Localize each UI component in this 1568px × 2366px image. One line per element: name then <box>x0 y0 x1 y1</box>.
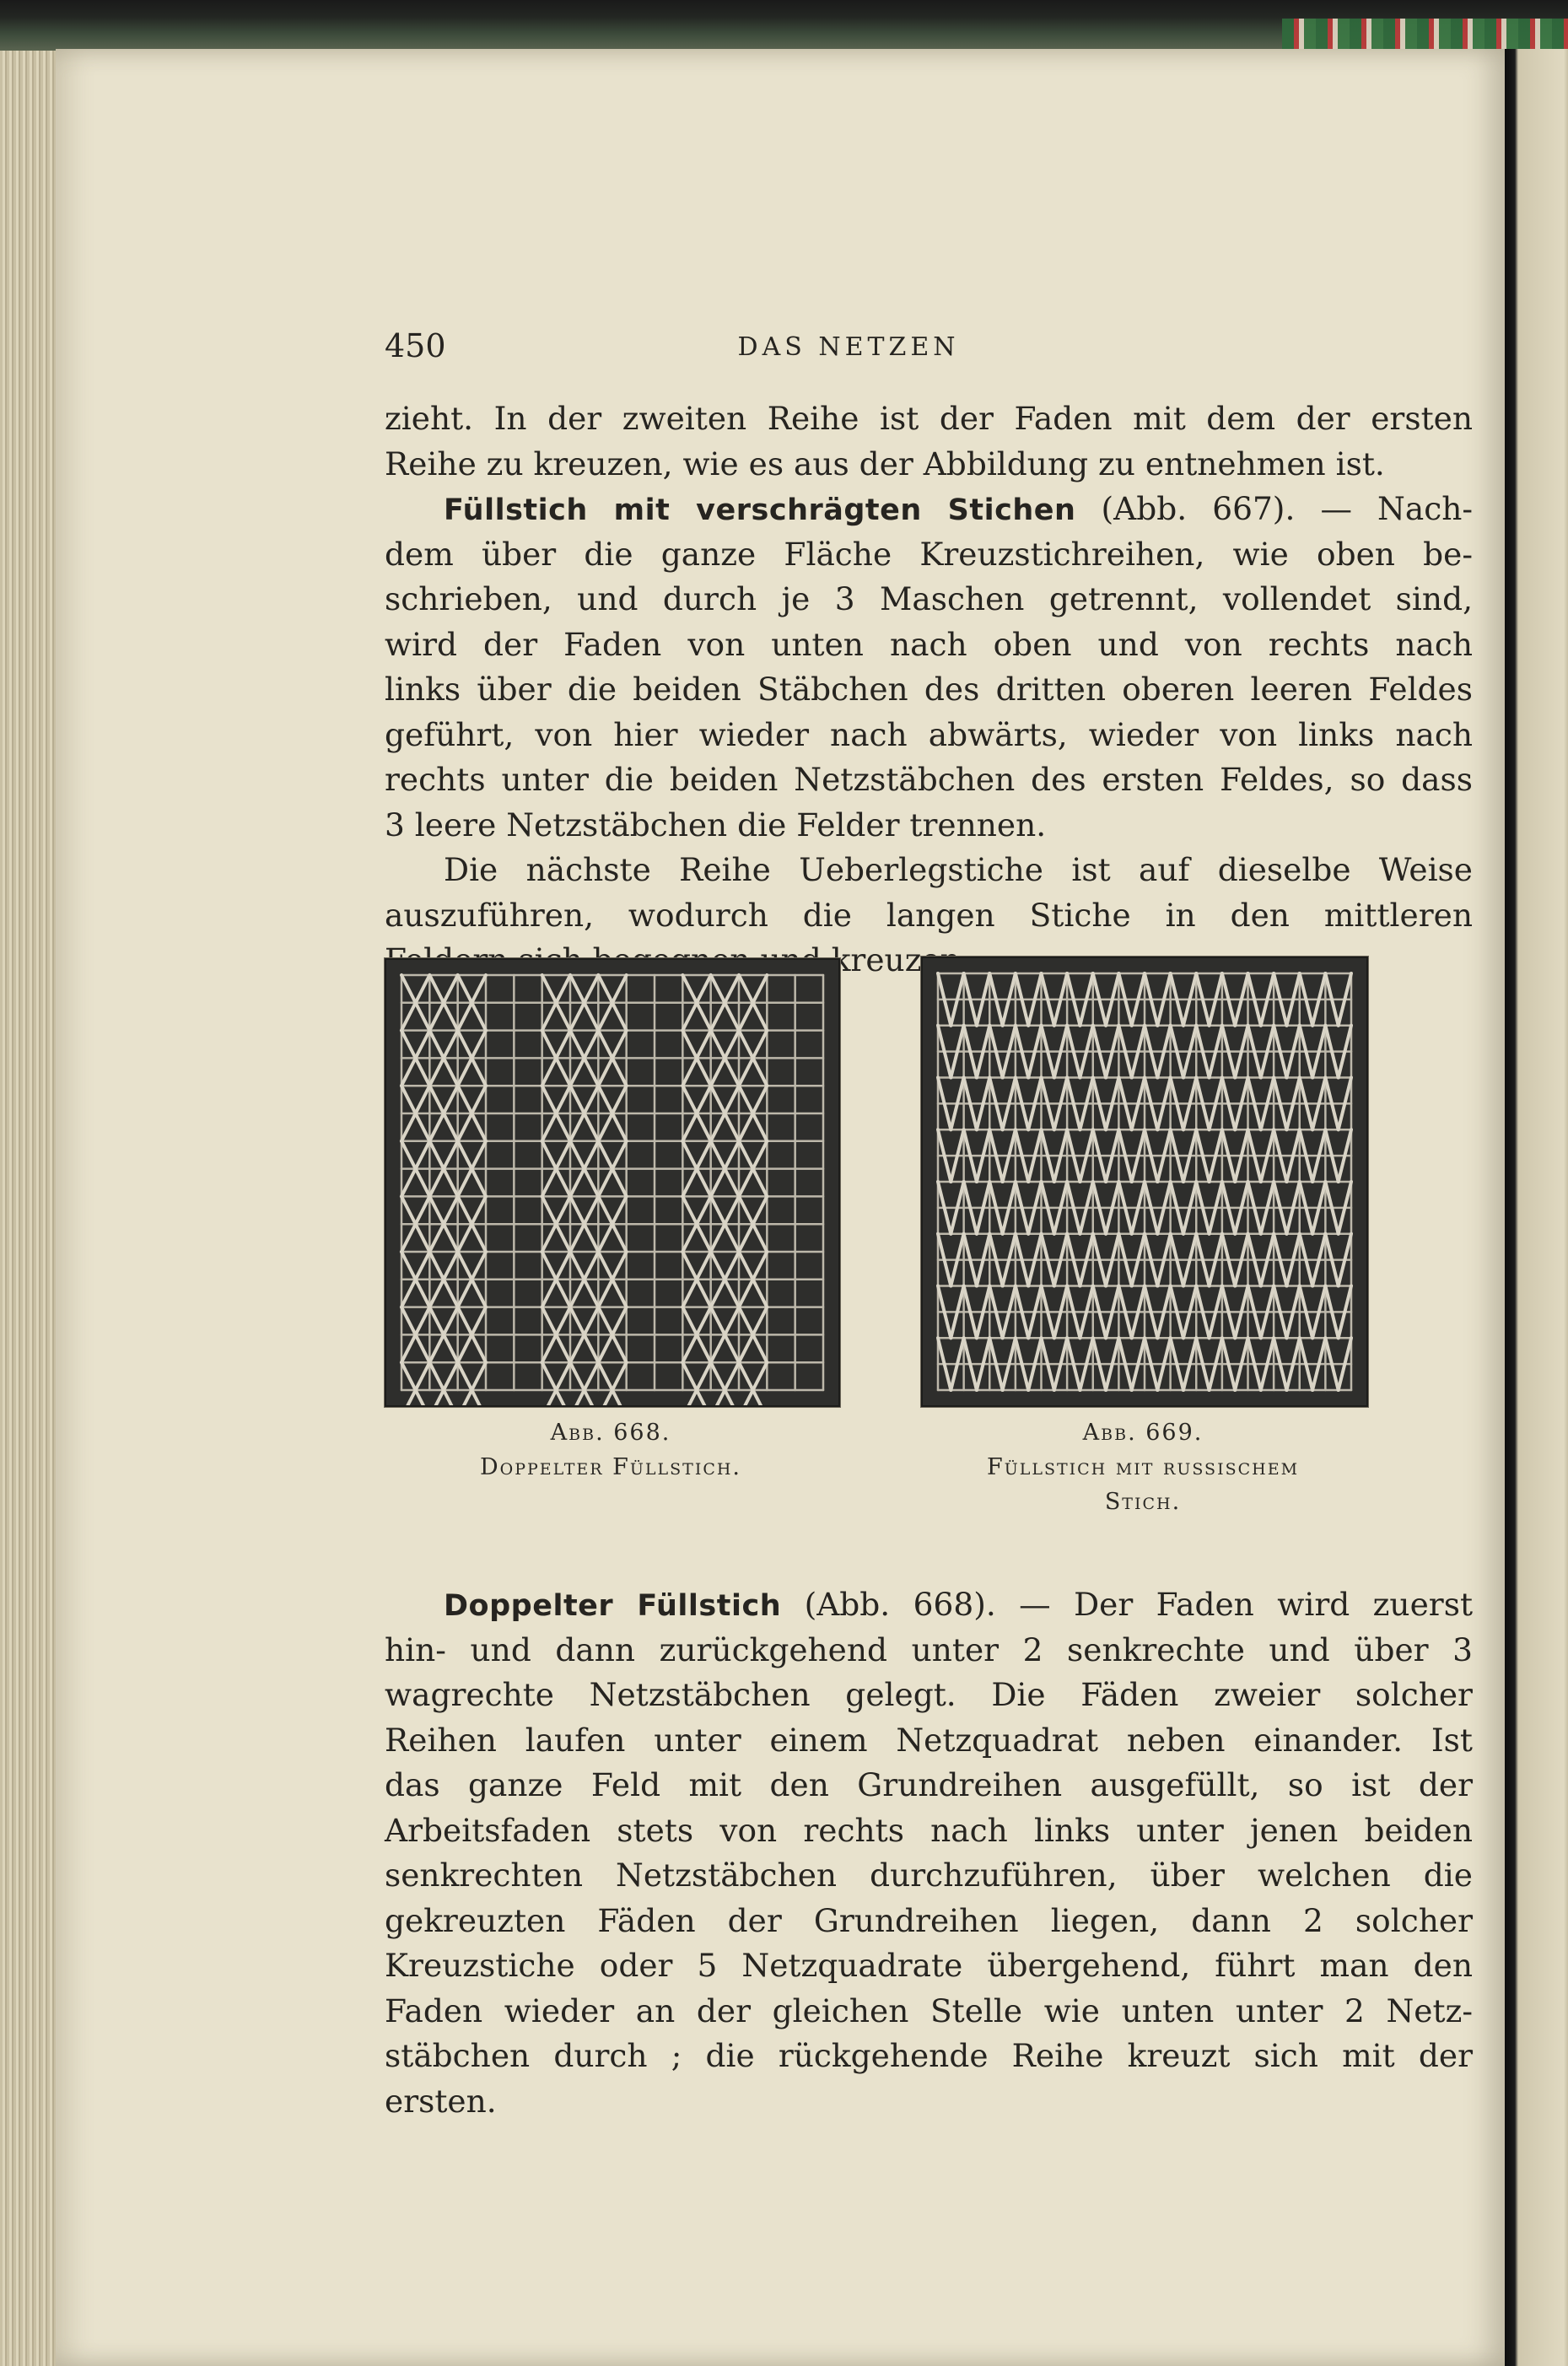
text-line: wird der Faden von unten nach oben und von rechts nach <box>385 625 1473 663</box>
text-line <box>385 487 1473 532</box>
figure-title: Doppelter Füllstich. <box>479 1454 742 1480</box>
text-fragment: (Abb. 667). — Nach- <box>1101 490 1474 527</box>
text-line: Kreuzstiche oder 5 Netzquadrate übergehend, führt man den <box>385 1947 1473 1984</box>
text-line: wagrechte Netzstäbchen gelegt. Die Fäden zweier solcher <box>385 1676 1473 1713</box>
text-line: Reihe zu kreuzen, wie es aus der Abbildung zu entnehmen ist. <box>385 445 1385 482</box>
figure-669-caption <box>921 1415 1365 1519</box>
book-page <box>56 49 1505 2366</box>
text-line: kreuzen. <box>831 941 971 978</box>
figure-number: Abb. 668. <box>550 1420 671 1446</box>
text-line: das ganze Feld mit den Grundreihen ausgefüllt, so ist der <box>385 1766 1473 1803</box>
figure-668-caption <box>385 1415 837 1485</box>
text-line: geführt, von hier wieder nach abwärts, wieder von links nach <box>385 715 1473 753</box>
text-line: stäbchen durch ; die rückgehende Reihe kreuzt sich mit der <box>385 2037 1473 2074</box>
paragraph-1 <box>385 396 1473 487</box>
text-line: ersten. <box>385 2082 497 2120</box>
book-right-edge <box>1505 49 1568 2366</box>
figure-title: Stich. <box>1104 1489 1182 1515</box>
text-line: gekreuzten Fäden der Grundreihen liegen, dann 2 solcher <box>385 1901 1473 1939</box>
running-title: DAS NETZEN <box>737 332 960 362</box>
text-line: dem über die ganze Fläche Kreuzstichreihen, wie oben be- <box>385 535 1473 573</box>
text-line: Faden wieder an der gleichen Stelle wie unten unter 2 Netz- <box>385 1991 1473 2029</box>
text-line: hin- und dann zurückgehend unter 2 senkrechte und über 3 <box>385 1630 1473 1668</box>
text-line: senkrechten Netzstäbchen durchzuführen, über welchen die <box>385 1857 1473 1894</box>
section-heading: Doppelter Füllstich <box>444 1589 782 1623</box>
text-line: links über die beiden Stäbchen des dritten oberen leeren Feldes <box>385 671 1473 708</box>
paragraph-2 <box>385 487 1473 848</box>
figure-number: Abb. 669. <box>1082 1420 1204 1446</box>
page-stack-edge <box>0 51 59 2366</box>
text-fragment: (Abb. 668). — Der Faden wird zuerst <box>804 1586 1474 1623</box>
paragraph-4 <box>385 1582 1473 2124</box>
text-line: schrieben, und durch je 3 Maschen getrennt, vollendet sind, <box>385 580 1473 617</box>
figure-669-image <box>921 957 1368 1407</box>
section-heading: Füllstich mit verschrägten Stichen <box>444 493 1076 527</box>
text-line: Arbeitsfaden stets von rechts nach links unter jenen beiden <box>385 1811 1473 1849</box>
figure-668-image <box>385 958 840 1407</box>
text-line: 3 leere Netzstäbchen die Felder trennen. <box>385 806 1047 843</box>
figure-title: Füllstich mit russischem <box>986 1454 1300 1480</box>
netting-pattern-illustration <box>923 958 1366 1405</box>
text-line: Die nächste Reihe Ueberlegstiche ist auf dieselbe Weise <box>444 851 1473 888</box>
text-line <box>385 1582 1473 1628</box>
netting-pattern-illustration <box>386 960 838 1405</box>
text-line: rechts unter die beiden Netzstäbchen des ersten Feldes, so dass <box>385 761 1473 798</box>
text-line: auszuführen, wodurch die langen Stiche in den mittleren <box>385 896 1473 934</box>
running-head <box>385 327 1473 364</box>
page-number: 450 <box>385 327 446 364</box>
text-line: Reihen laufen unter einem Netzquadrat neben einander. Ist <box>385 1721 1473 1759</box>
text-line: zieht. In der zweiten Reihe ist der Faden mit dem der ersten <box>385 400 1473 437</box>
